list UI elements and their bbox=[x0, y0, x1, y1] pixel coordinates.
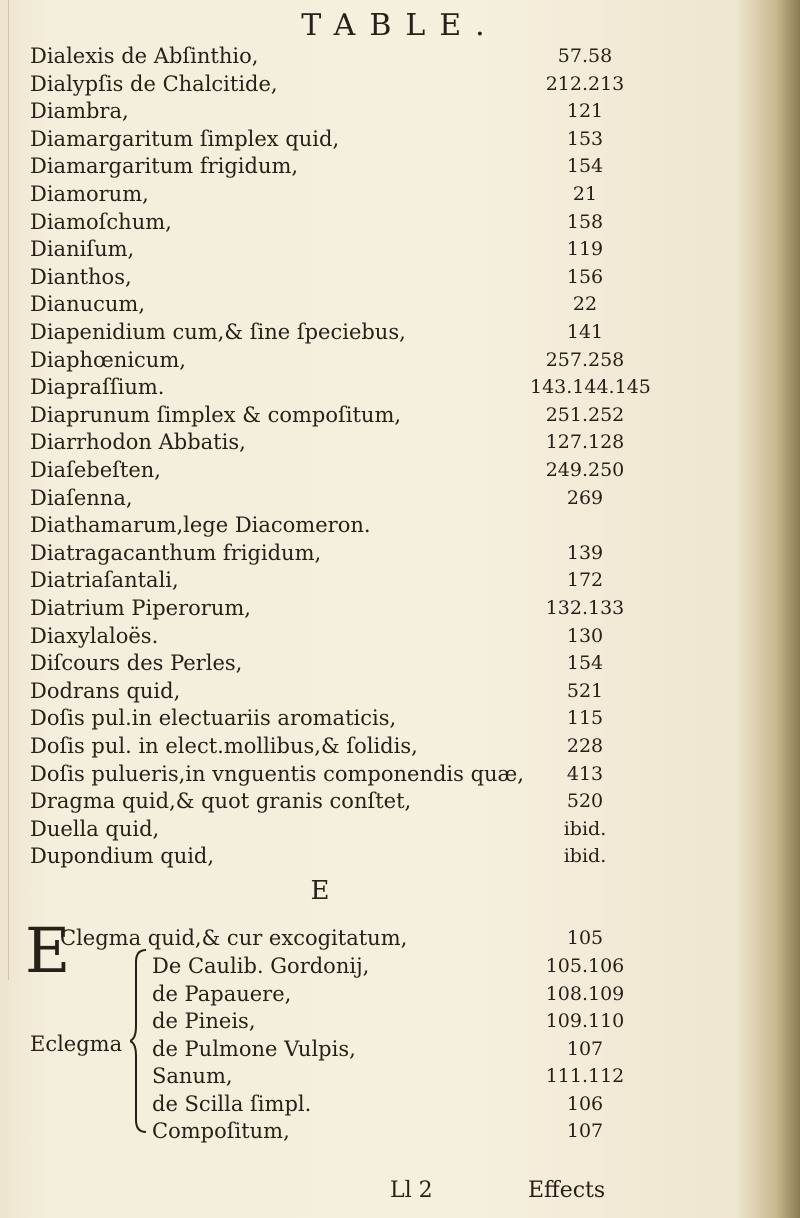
index-entry bbox=[30, 373, 651, 401]
index-entry bbox=[30, 677, 640, 705]
entry-page: 413 bbox=[566, 762, 604, 785]
entry-page: 119 bbox=[566, 238, 604, 261]
entry-page: 108.109 bbox=[545, 982, 625, 1005]
eclegma-entry bbox=[30, 1007, 640, 1035]
eclegma-first-entry bbox=[30, 924, 640, 952]
entry-term: Clegma quid,& cur excogitatum, bbox=[60, 926, 408, 950]
eclegma-entry bbox=[30, 952, 640, 980]
entry-page: 22 bbox=[572, 293, 598, 316]
entry-term: Dialypſis de Chalcitide, bbox=[30, 71, 278, 96]
index-entry bbox=[30, 97, 640, 125]
eclegma-entry bbox=[30, 980, 640, 1008]
index-entry bbox=[30, 760, 640, 788]
entry-term: Dianthos, bbox=[30, 264, 132, 289]
entry-term: Diaprunum ſimplex & compoſitum, bbox=[30, 402, 402, 427]
entry-term: Dragma quid,& quot granis conſtet, bbox=[30, 789, 412, 814]
index-entry bbox=[30, 622, 640, 650]
entry-page: 106 bbox=[566, 1092, 604, 1115]
entry-term: Diamorum, bbox=[30, 182, 149, 206]
entry-term: de Pulmone Vulpis, bbox=[152, 1036, 356, 1061]
index-entry bbox=[30, 484, 640, 512]
index-entry bbox=[30, 346, 640, 374]
entry-term: Dupondium quid, bbox=[30, 844, 215, 869]
entry-term: de Pineis, bbox=[152, 1009, 256, 1033]
index-entry bbox=[30, 594, 640, 622]
entry-page: ibid. bbox=[563, 845, 607, 868]
signature-mark: Ll 2 bbox=[390, 1178, 433, 1203]
entry-page: ibid. bbox=[563, 817, 607, 840]
entry-term: Diapraſſium. bbox=[30, 375, 165, 400]
entry-term: de Scilla ſimpl. bbox=[152, 1091, 312, 1116]
entry-page: 521 bbox=[566, 679, 604, 702]
entry-page: 249.250 bbox=[545, 459, 625, 481]
index-entry bbox=[30, 787, 640, 815]
index-entry bbox=[30, 208, 640, 236]
entry-term: Diambra, bbox=[30, 99, 129, 124]
entry-page: 107 bbox=[566, 1120, 604, 1142]
entry-page: 132.133 bbox=[545, 597, 625, 619]
entry-page: 172 bbox=[566, 569, 604, 592]
margin-rule bbox=[8, 0, 9, 980]
entry-term: Diatragacanthum frigidum, bbox=[30, 540, 322, 565]
entry-term: Duella quid, bbox=[30, 816, 160, 841]
index-entry bbox=[30, 539, 640, 567]
eclegma-entry bbox=[30, 1062, 640, 1090]
entry-term: Sanum, bbox=[152, 1064, 233, 1088]
index-entry bbox=[30, 290, 640, 318]
entry-term: Diaſebeſten, bbox=[30, 458, 161, 482]
page-header: TABLE. bbox=[301, 8, 499, 43]
eclegma-entry bbox=[30, 1117, 640, 1145]
entry-term: Diaſenna, bbox=[30, 485, 133, 510]
entry-page: 109.110 bbox=[545, 1010, 625, 1032]
entry-page: 107 bbox=[566, 1037, 604, 1060]
entry-page: 257.258 bbox=[545, 348, 625, 371]
entry-page: 130 bbox=[566, 624, 604, 647]
entry-page: 121 bbox=[566, 100, 604, 123]
entry-term: Diathamarum,lege Diacomeron. bbox=[30, 513, 371, 538]
entry-term: Doſis pul. in elect.mollibus,& ſolidis, bbox=[30, 734, 418, 758]
eclegma-label: Eclegma bbox=[30, 1032, 123, 1056]
index-entry bbox=[30, 704, 640, 732]
index-entry bbox=[30, 566, 640, 594]
entry-page: 158 bbox=[566, 210, 604, 233]
eclegma-entry bbox=[30, 1035, 640, 1063]
entry-page: 228 bbox=[566, 735, 604, 757]
entry-page: 139 bbox=[566, 541, 604, 564]
entry-term: Diamoſchum, bbox=[30, 209, 172, 234]
entry-page: 154 bbox=[566, 652, 604, 675]
entry-page: 269 bbox=[566, 486, 604, 509]
index-entry bbox=[30, 428, 640, 456]
index-entry bbox=[30, 70, 640, 98]
entry-page: 251.252 bbox=[545, 403, 625, 426]
entry-page: 57.58 bbox=[557, 45, 613, 67]
index-entry bbox=[30, 842, 640, 870]
entry-term: Diamargaritum ſimplex quid, bbox=[30, 126, 340, 151]
entry-page: 105 bbox=[566, 927, 604, 949]
entry-term: Dodrans quid, bbox=[30, 678, 181, 703]
entry-page: 21 bbox=[572, 183, 598, 205]
entry-page: 127.128 bbox=[545, 431, 625, 454]
entry-page: 212.213 bbox=[545, 72, 625, 95]
entry-term: Doſis pul.in electuariis aromaticis, bbox=[30, 706, 397, 731]
entry-term: Diamargaritum frigidum, bbox=[30, 154, 299, 179]
index-entry bbox=[30, 456, 640, 484]
entry-term: De Caulib. Gordonij, bbox=[152, 954, 370, 978]
index-entry bbox=[30, 511, 640, 539]
entry-page: 115 bbox=[566, 707, 604, 730]
index-entry bbox=[30, 235, 640, 263]
entry-page: 143.144.145 bbox=[530, 376, 651, 399]
entry-term: Diatrium Piperorum, bbox=[30, 596, 251, 620]
entry-term: Doſis pulueris,in vnguentis componendis quæ, bbox=[30, 761, 524, 786]
index-entry bbox=[30, 42, 640, 70]
entry-term: de Papauere, bbox=[152, 981, 292, 1006]
entry-page: 156 bbox=[566, 265, 604, 288]
entry-term: Diatriaſantali, bbox=[30, 568, 179, 593]
entry-term: Diarrhodon Abbatis, bbox=[30, 430, 246, 455]
entry-term: Compoſitum, bbox=[152, 1119, 290, 1143]
entry-page: 520 bbox=[566, 790, 604, 813]
entry-term: Dianucum, bbox=[30, 292, 145, 317]
index-entry bbox=[30, 180, 640, 208]
eclegma-entry bbox=[30, 1090, 640, 1118]
entry-page: 141 bbox=[566, 321, 604, 343]
entry-term: Dialexis de Abſinthio, bbox=[30, 44, 259, 68]
entry-page: 153 bbox=[566, 127, 604, 150]
index-entry bbox=[30, 263, 640, 291]
drop-cap: E bbox=[25, 914, 71, 987]
catchword: Effects bbox=[528, 1178, 606, 1203]
index-entry bbox=[30, 649, 640, 677]
index-entry bbox=[30, 152, 640, 180]
entry-page: 105.106 bbox=[545, 955, 625, 977]
section-letter: E bbox=[310, 876, 330, 906]
index-entry bbox=[30, 815, 640, 843]
index-entry bbox=[30, 401, 640, 429]
entry-term: Diſcours des Perles, bbox=[30, 651, 243, 676]
index-entry bbox=[30, 318, 640, 346]
entry-page: 111.112 bbox=[545, 1065, 625, 1087]
index-entry bbox=[30, 125, 640, 153]
entry-page: 154 bbox=[566, 155, 604, 178]
entry-term: Diaxylaloës. bbox=[30, 623, 159, 648]
entry-term: Diaphœnicum, bbox=[30, 347, 186, 372]
entry-term: Dianiſum, bbox=[30, 237, 135, 262]
entry-term: Diapenidium cum,& ſine ſpeciebus, bbox=[30, 320, 406, 344]
index-entry bbox=[30, 732, 640, 760]
